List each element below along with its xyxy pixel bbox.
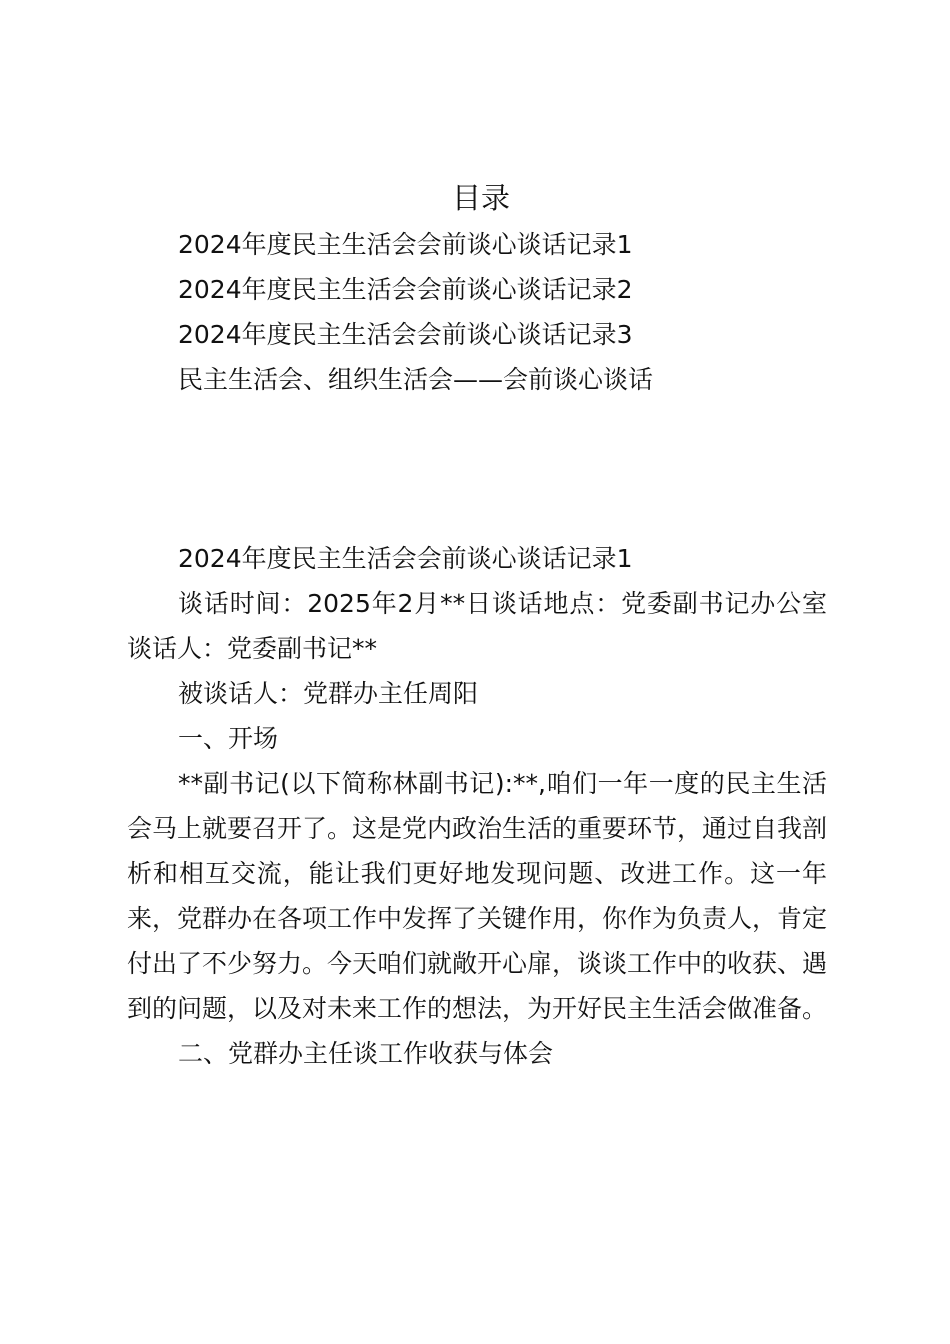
record-interviewee: 被谈话人：党群办主任周阳 — [178, 679, 479, 708]
section-heading-gains: 二、党群办主任谈工作收获与体会 — [178, 1039, 554, 1068]
toc-item-3[interactable]: 2024年度民主生活会会前谈心谈话记录3 — [178, 320, 633, 349]
toc-item-4[interactable]: 民主生活会、组织生活会——会前谈心谈话 — [178, 365, 654, 394]
opening-paragraph: **副书记(以下简称林副书记):**,咱们一年一度的民主生活会马上就要召开了。这是党内政治生活的重要环节，通过自我剖析和相互交流，能让我们更好地发现问题、改进工作。这一年来，党群办在各项工作中发挥了关键作用，你作为负责人，肯定付出了不少努力。今天咱们就敞开心扉，谈谈工作中的收获、遇到的问题，以及对未来工作的想法，为开好民主生活会做准备。 — [127, 769, 828, 1023]
toc-list — [178, 222, 653, 402]
toc-item-1[interactable]: 2024年度民主生活会会前谈心谈话记录1 — [178, 230, 633, 259]
record-heading: 2024年度民主生活会会前谈心谈话记录1 — [178, 544, 633, 573]
record-info: 谈话时间：2025年2月**日谈话地点：党委副书记办公室谈话人：党委副书记** — [127, 589, 827, 663]
record-body — [127, 536, 827, 1076]
toc-item-2[interactable]: 2024年度民主生活会会前谈心谈话记录2 — [178, 275, 633, 304]
section-heading-opening: 一、开场 — [178, 724, 279, 753]
toc-title: 目录 — [451, 181, 510, 215]
